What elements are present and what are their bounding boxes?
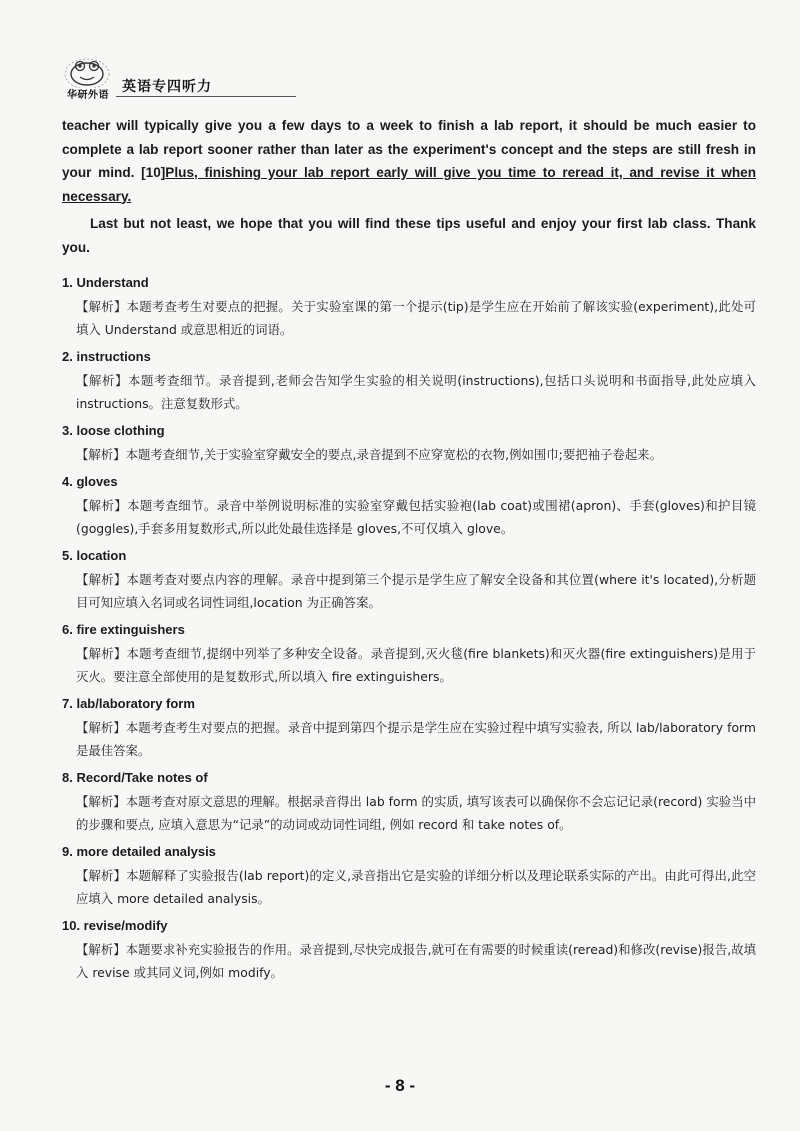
answer-title: 6. fire extinguishers: [62, 622, 185, 637]
answer-title: 9. more detailed analysis: [62, 844, 216, 859]
passage-text: teacher will typically give you a few days to a week to finish a lab report, it should be much easier to complete a lab report sooner rather than later as the experiment's concept and the steps are still fresh in your mind. [10]: [62, 118, 756, 180]
answer-analysis: [76, 716, 756, 762]
analysis-label: 【解析】: [76, 299, 127, 314]
answer-analysis: [76, 369, 756, 415]
answer-title: 7. lab/laboratory form: [62, 696, 195, 711]
answer-item: [62, 347, 756, 415]
analysis-label: 【解析】: [76, 794, 126, 809]
header-divider: [116, 96, 296, 97]
analysis-label: 【解析】: [76, 373, 128, 388]
analysis-text: 本题考查细节。录音提到,老师会告知学生实验的相关说明(instructions),包括口头说明和书面指导,此处应填入 instructions。注意复数形式。: [76, 373, 757, 411]
analysis-text: 本题考查细节,提纲中列举了多种安全设备。录音提到,灭火毯(fire blankets)和灭火器(fire extinguishers)是用于灭火。要注意全部使用的是复数形式,所以填入 fire extinguishers。: [76, 646, 757, 684]
answer-analysis: [76, 295, 756, 341]
analysis-text: 本题解释了实验报告(lab report)的定义,录音指出它是实验的详细分析以及理论联系实际的产出。由此可得出,此空应填入 more detailed analysis。: [76, 868, 757, 906]
answer-title: 8. Record/Take notes of: [62, 770, 208, 785]
analysis-text: 本题要求补充实验报告的作用。录音提到,尽快完成报告,就可在有需要的时候重读(reread)和修改(revise)报告,故填入 revise 或其同义词,例如 modify。: [76, 942, 756, 980]
answer-list: [62, 273, 756, 984]
answer-item: [62, 694, 756, 762]
answer-item: [62, 620, 756, 688]
frog-mascot-icon: [62, 56, 112, 88]
answer-analysis: [76, 568, 756, 614]
analysis-text: 本题考查考生对要点的把握。录音中提到第四个提示是学生应在实验过程中填写实验表, 所以 lab/laboratory form 是最佳答案。: [76, 720, 756, 758]
analysis-label: 【解析】: [76, 498, 128, 513]
analysis-label: 【解析】: [76, 646, 127, 661]
answer-title: 10. revise/modify: [62, 918, 168, 933]
analysis-text: 本题考查对要点内容的理解。录音中提到第三个提示是学生应了解安全设备和其位置(where it's located),分析题目可知应填入名词或名词性词组,location 为正确答案。: [76, 572, 757, 610]
analysis-text: 本题考查细节,关于实验室穿戴安全的要点,录音提到不应穿宽松的衣物,例如围巾;要把袖子卷起来。: [125, 447, 662, 462]
page-header: [62, 56, 622, 100]
answer-analysis: [76, 642, 756, 688]
answer-title: 5. location: [62, 548, 127, 563]
page-content: [62, 114, 756, 990]
answer-analysis: [76, 443, 756, 466]
answer-item: [62, 916, 756, 984]
page-number: - 8 -: [384, 1076, 416, 1095]
analysis-label: 【解析】: [76, 447, 126, 462]
logo-text: 华研外语: [67, 90, 109, 101]
answer-item: [62, 421, 756, 466]
answer-analysis: [76, 790, 756, 836]
answer-analysis: [76, 864, 756, 910]
passage-paragraph-1: [62, 114, 756, 208]
analysis-label: 【解析】: [76, 572, 127, 587]
answer-item: [62, 842, 756, 910]
passage-paragraph-2: Last but not least, we hope that you will find these tips useful and enjoy your first lab class. Thank you.: [62, 216, 756, 255]
analysis-label: 【解析】: [76, 868, 127, 883]
analysis-text: 本题考查细节。录音中举例说明标准的实验室穿戴包括实验袍(lab coat)或围裙(apron)、手套(gloves)和护目镜(goggles),手套多用复数形式,所以此处最佳选择是 gloves,不可仅填入 glove。: [76, 498, 757, 536]
analysis-text: 本题考查考生对要点的把握。关于实验室课的第一个提示(tip)是学生应在开始前了解该实验(experiment),此处可填入 Understand 或意思相近的词语。: [76, 299, 757, 337]
answer-analysis: [76, 938, 756, 984]
answer-title: 2. instructions: [62, 349, 151, 364]
analysis-label: 【解析】: [76, 942, 126, 957]
book-title: 英语专四听力: [122, 79, 212, 95]
answer-title: 1. Understand: [62, 275, 149, 290]
answer-item: [62, 768, 756, 836]
answer-analysis: [76, 494, 756, 540]
underlined-answer-sentence: Plus, finishing your lab report early will give you time to reread it, and revise it when necessary.: [62, 165, 756, 204]
publisher-logo: [62, 56, 112, 100]
answer-title: 4. gloves: [62, 474, 118, 489]
analysis-label: 【解析】: [76, 720, 126, 735]
answer-item: [62, 472, 756, 540]
answer-title: 3. loose clothing: [62, 423, 165, 438]
answer-item: [62, 546, 756, 614]
analysis-text: 本题考查对原文意思的理解。根据录音得出 lab form 的实质, 填写该表可以确保你不会忘记记录(record) 实验当中的步骤和要点, 应填入意思为“记录”的动词或动词性词组, 例如 record 和 take notes of。: [76, 794, 757, 832]
answer-item: [62, 273, 756, 341]
